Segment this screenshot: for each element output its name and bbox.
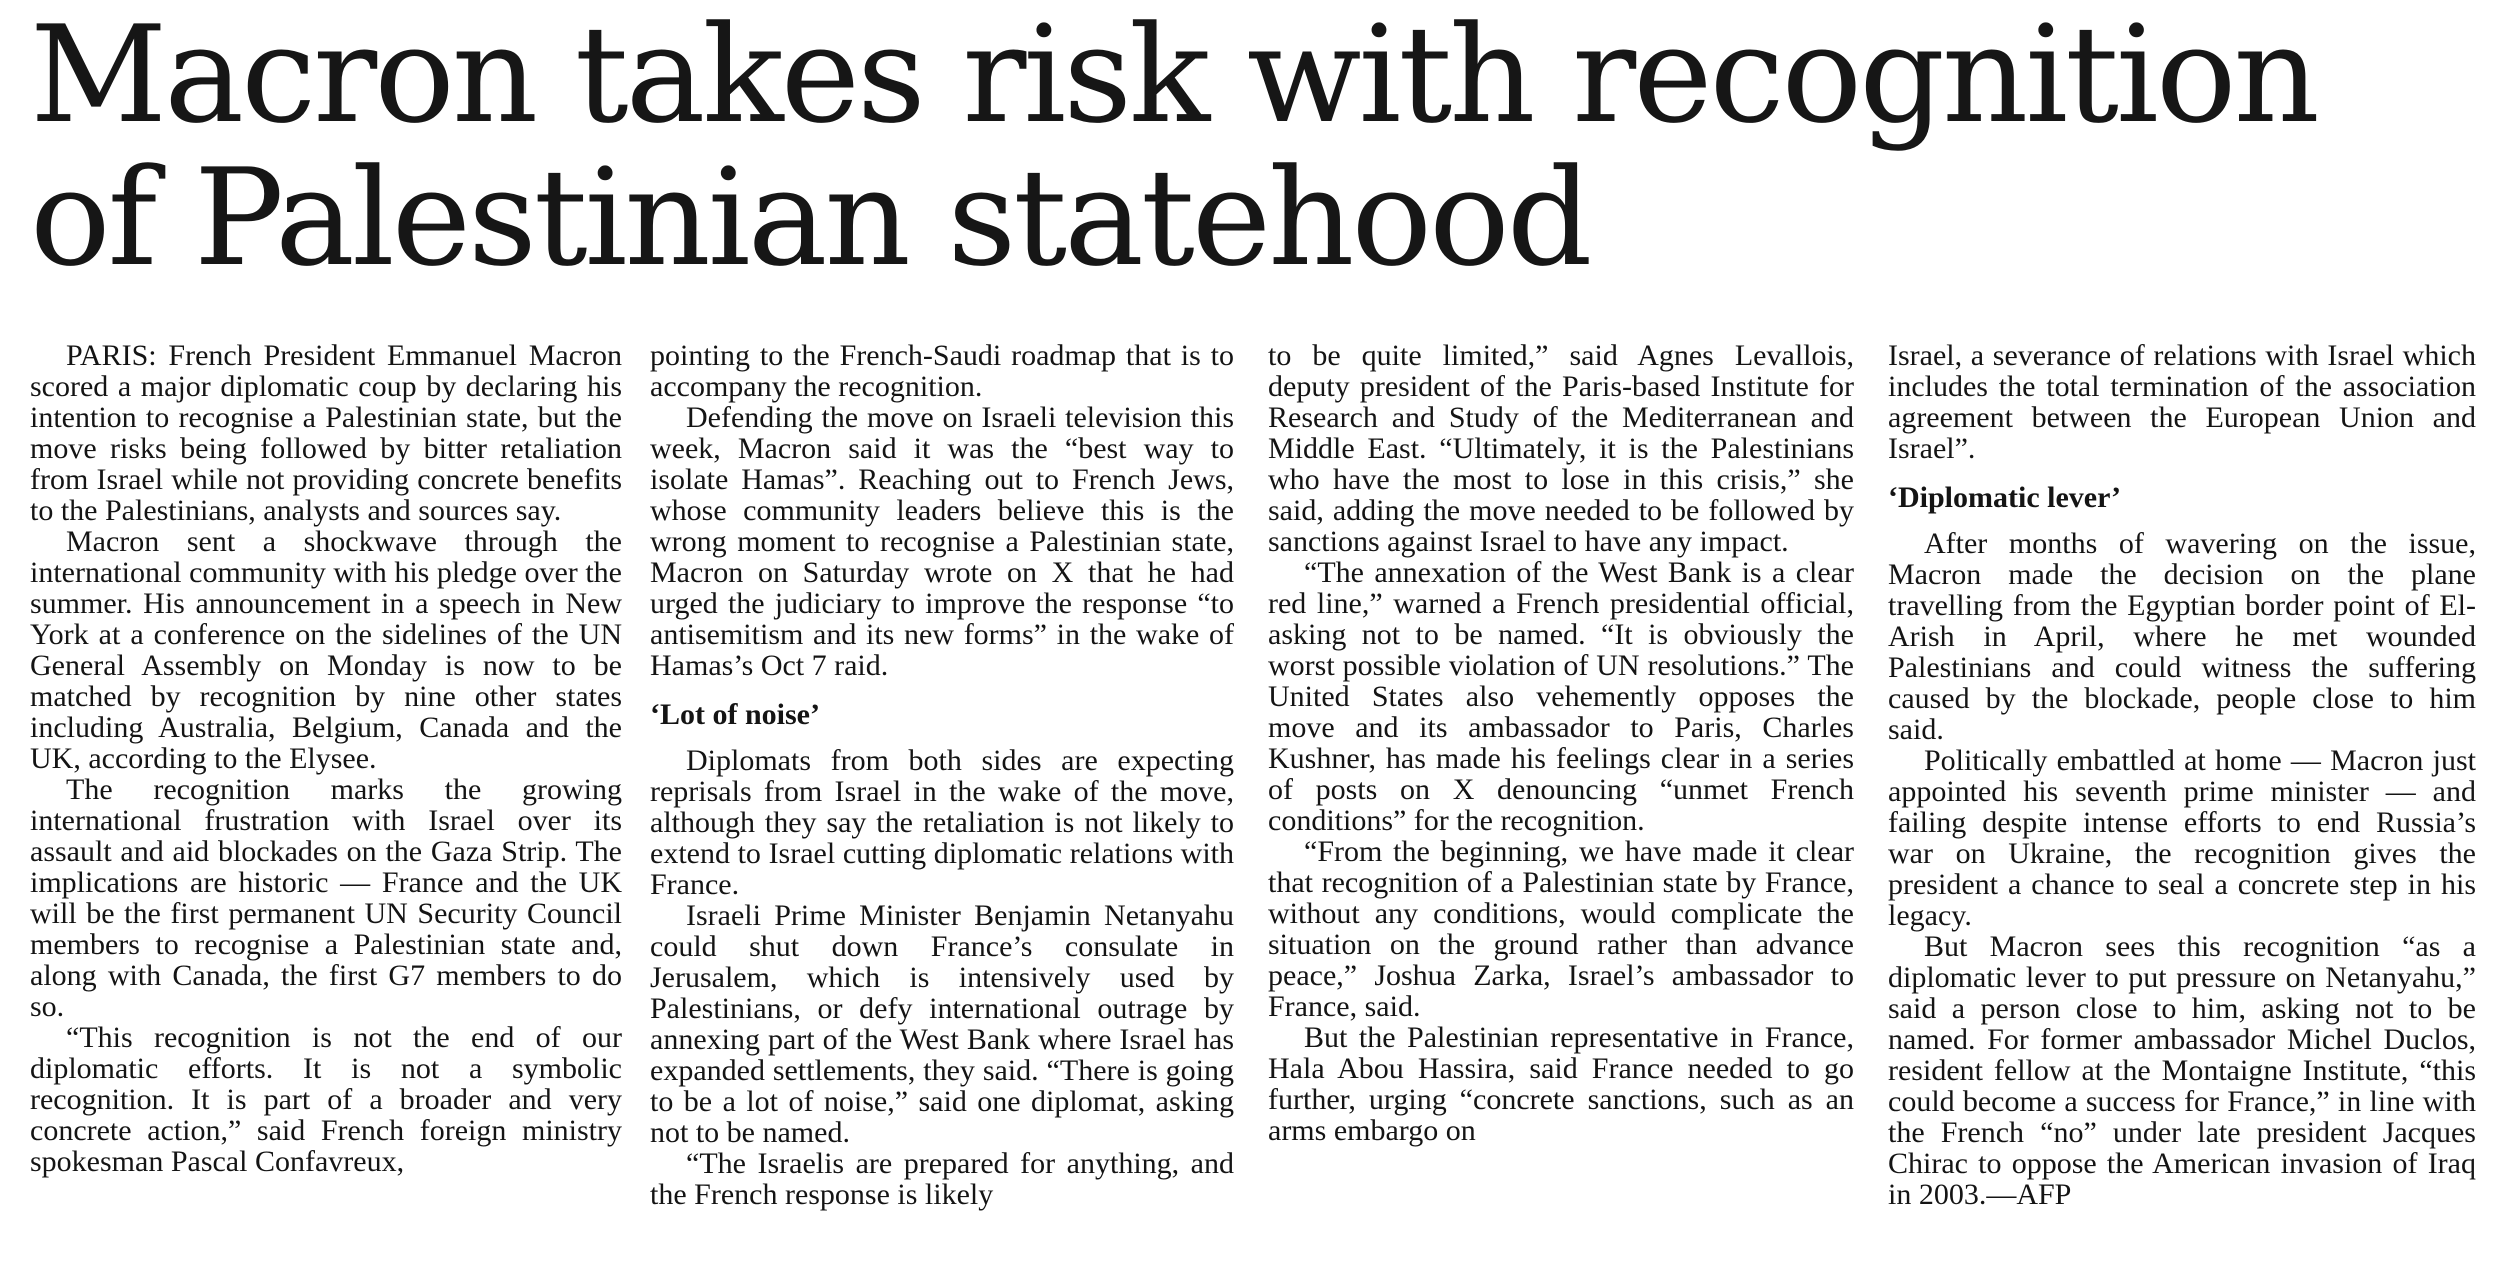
article-paragraph: pointing to the French-Saudi roadmap that is to accompany the recognition. bbox=[650, 339, 1234, 403]
article-column-3 bbox=[1268, 340, 1854, 1146]
article-paragraph: “The annexation of the West Bank is a clear red line,” warned a French presidential official, asking not to be named. “It is obviously the worst possible violation of UN resolutions.” The United States also vehemently opposes the move and its ambassador to Paris, Charles Kushner, has made his feelings clear in a series of posts on X denouncing “unmet French conditions” for the recognition. bbox=[1268, 556, 1854, 837]
article-paragraph: Israel, a severance of relations with Israel which includes the total termination of the association agreement between the European Union and Israel”. bbox=[1888, 339, 2476, 465]
article-paragraph: But the Palestinian representative in France, Hala Abou Hassira, said France needed to go further, urging “concrete sanctions, such as an arms embargo on bbox=[1268, 1021, 1854, 1147]
article-paragraph: “The Israelis are prepared for anything, and the French response is likely bbox=[650, 1147, 1234, 1211]
article-paragraph: Defending the move on Israeli television this week, Macron said it was the “best way to isolate Hamas”. Reaching out to French Jews, whose community leaders believe this is the wrong moment to recognise a Palestinian state, Macron on Saturday wrote on X that he had urged the judiciary to improve the response “to antisemitism and its new forms” in the wake of Hamas’s Oct 7 raid. bbox=[650, 401, 1234, 682]
section-subhead: ‘Lot of noise’ bbox=[650, 698, 820, 731]
article-paragraph: to be quite limited,” said Agnes Levallois, deputy president of the Paris-based Institute for Research and Study of the Mediterranean and Middle East. “Ultimately, it is the Palestinians who have the most to lose in this crisis,” she said, adding the move needed to be followed by sanctions against Israel to have any impact. bbox=[1268, 339, 1854, 558]
article-paragraph: “From the beginning, we have made it clear that recognition of a Palestinian state by France, without any conditions, would complicate the situation on the ground rather than advance peace,” Joshua Zarka, Israel’s ambassador to France, said. bbox=[1268, 835, 1854, 1023]
headline-line-1: Macron takes risk with recognition bbox=[30, 0, 2317, 153]
article-paragraph: But Macron sees this recognition “as a diplomatic lever to put pressure on Netanyahu,” said a person close to him, asking not to be named. For former ambassador Michel Duclos, resident fellow at the Montaigne Institute, “this could become a success for France,” in line with the French “no” under late president Jacques Chirac to oppose the American invasion of Iraq in 2003.—AFP bbox=[1888, 930, 2476, 1211]
article-paragraph: “This recognition is not the end of our diplomatic efforts. It is not a symbolic recognition. It is part of a broader and very concrete action,” said French foreign ministry spokesman Pascal Confavreux, bbox=[30, 1021, 622, 1178]
article-column-4 bbox=[1888, 340, 2476, 1210]
headline bbox=[30, 0, 2470, 296]
section-subhead: ‘Diplomatic lever’ bbox=[1888, 481, 2121, 514]
article-paragraph: PARIS: French President Emmanuel Macron scored a major diplomatic coup by declaring his intention to recognise a Palestinian state, but the move risks being followed by bitter retaliation from Israel while not providing concrete benefits to the Palestinians, analysts and sources say. bbox=[30, 339, 622, 527]
headline-line-2: of Palestinian statehood bbox=[30, 140, 1590, 296]
article-paragraph: Israeli Prime Minister Benjamin Netanyahu could shut down France’s consulate in Jerusalem, which is intensively used by Palestinians, or defy international outrage by annexing part of the West Bank where Israel has expanded settlements, they said. “There is going to be a lot of noise,” said one diplomat, asking not to be named. bbox=[650, 899, 1234, 1149]
article-column-2 bbox=[650, 340, 1234, 1210]
article-paragraph: After months of wavering on the issue, Macron made the decision on the plane travelling from the Egyptian border point of El-Arish in April, where he met wounded Palestinians and could witness the suffering caused by the blockade, people close to him said. bbox=[1888, 527, 2476, 746]
article-paragraph: Macron sent a shockwave through the international community with his pledge over the summer. His announcement in a speech in New York at a conference on the sidelines of the UN General Assembly on Monday is now to be matched by recognition by nine other states including Australia, Belgium, Canada and the UK, according to the Elysee. bbox=[30, 525, 622, 775]
article-paragraph: Politically embattled at home — Macron just appointed his seventh prime minister — and failing despite intense efforts to end Russia’s war on Ukraine, the recognition gives the president a chance to seal a concrete step in his legacy. bbox=[1888, 744, 2476, 932]
article-paragraph: Diplomats from both sides are expecting reprisals from Israel in the wake of the move, although they say the retaliation is not likely to extend to Israel cutting diplomatic relations with France. bbox=[650, 744, 1234, 901]
article-column-1 bbox=[30, 340, 622, 1177]
article-paragraph: The recognition marks the growing international frustration with Israel over its assault and aid blockades on the Gaza Strip. The implications are historic — France and the UK will be the first permanent UN Security Council members to recognise a Palestinian state and, along with Canada, the first G7 members to do so. bbox=[30, 773, 622, 1023]
